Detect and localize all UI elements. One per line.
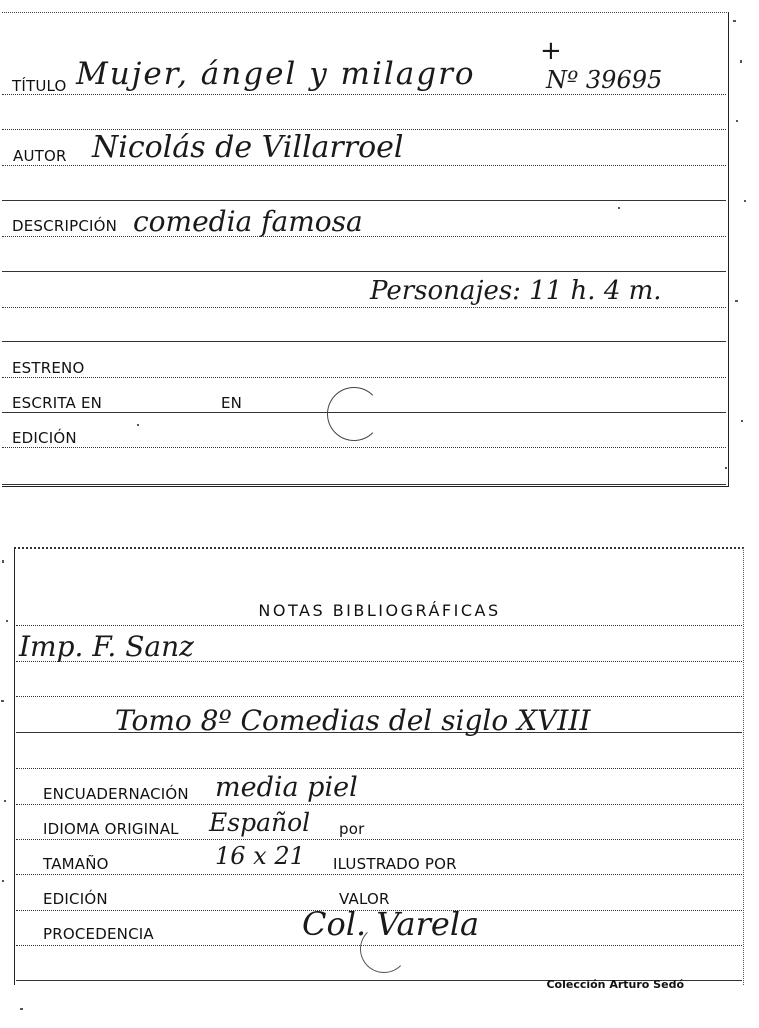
cross-mark: + bbox=[540, 36, 562, 66]
descripcion-label: DESCRIPCIÓN bbox=[12, 217, 118, 235]
encuadernacion-label: ENCUADERNACIÓN bbox=[43, 785, 189, 803]
notas-heading: NOTAS BIBLIOGRÁFICAS bbox=[258, 601, 501, 620]
valor-label: VALOR bbox=[339, 890, 390, 908]
numero-value: Nº 39695 bbox=[546, 66, 663, 94]
autor-label: AUTOR bbox=[13, 147, 67, 165]
escrita-en-label: ESCRITA EN bbox=[12, 394, 103, 412]
idioma-original-label: IDIOMA ORIGINAL bbox=[43, 820, 179, 838]
tamano-label: TAMAÑO bbox=[43, 855, 109, 873]
titulo-value: Mujer, ángel y milagro bbox=[76, 56, 476, 92]
en-label: EN bbox=[221, 394, 243, 412]
encuadernacion-value: media piel bbox=[215, 772, 358, 803]
titulo-label: TÍTULO bbox=[12, 77, 67, 95]
descripcion-value: comedia famosa bbox=[133, 205, 363, 238]
personajes-value: Personajes: 11 h. 4 m. bbox=[370, 276, 662, 306]
idioma-original-value: Español bbox=[209, 808, 311, 837]
ilustrado-por-label: ILUSTRADO POR bbox=[333, 855, 457, 873]
procedencia-value: Col. Varela bbox=[302, 905, 480, 943]
autor-value: Nicolás de Villarroel bbox=[92, 130, 404, 165]
collection-footer: Colección Arturo Sedó bbox=[546, 978, 684, 991]
edicion-label: EDICIÓN bbox=[12, 429, 77, 447]
estreno-label: ESTRENO bbox=[12, 359, 85, 377]
note-line-2: Tomo 8º Comedias del siglo XVIII bbox=[115, 704, 591, 737]
procedencia-label: PROCEDENCIA bbox=[43, 925, 154, 943]
por-label: por bbox=[339, 820, 365, 838]
note-line-1: Imp. F. Sanz bbox=[19, 630, 194, 663]
edicion-label-bottom: EDICIÓN bbox=[43, 890, 108, 908]
tamano-value: 16 x 21 bbox=[215, 842, 305, 870]
